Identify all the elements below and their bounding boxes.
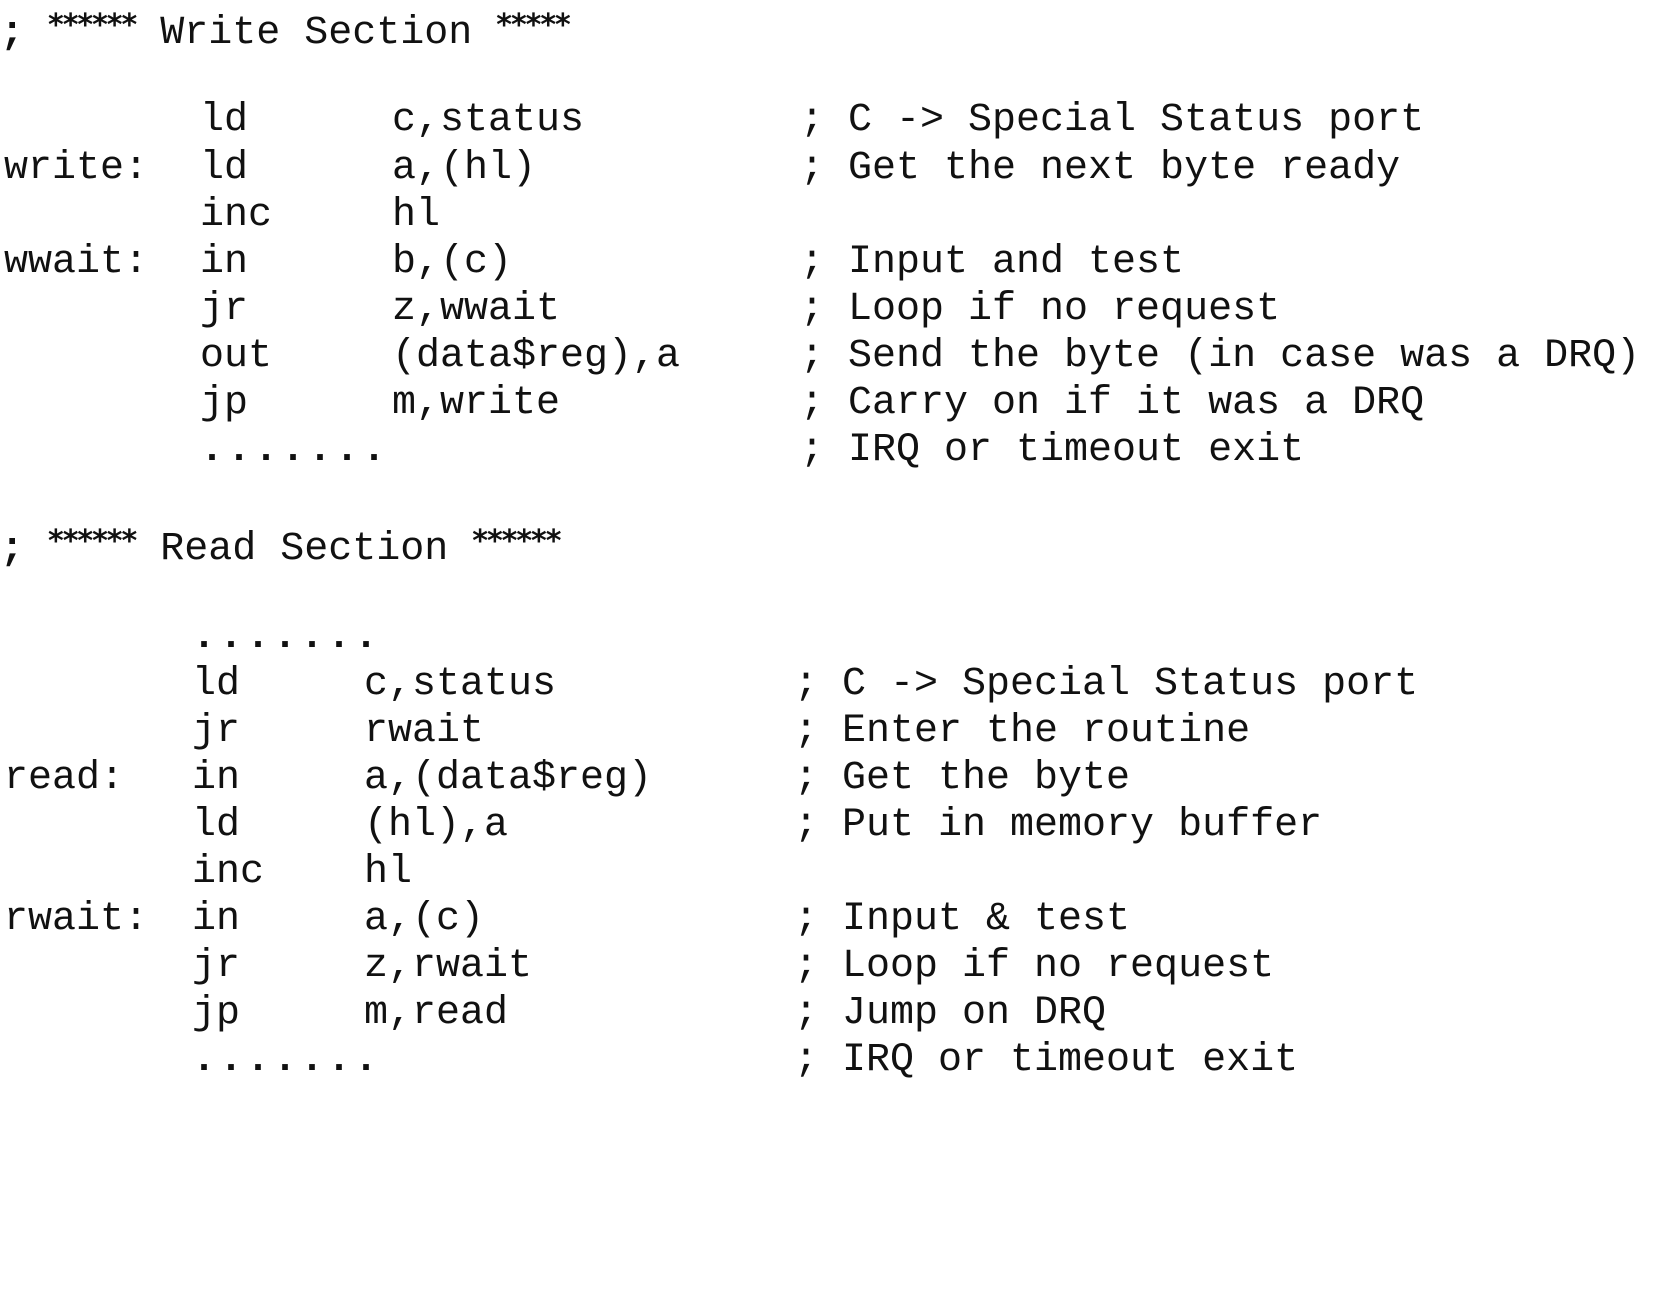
code-line bbox=[0, 146, 1667, 192]
code-line bbox=[0, 662, 1667, 708]
code-line bbox=[0, 709, 1667, 755]
code-operand: rwait bbox=[364, 709, 485, 754]
code-comment: ; Jump on DRQ bbox=[794, 991, 1107, 1036]
code-comment: ; C -> Special Status port bbox=[800, 98, 1425, 143]
code-operand: z,wwait bbox=[392, 287, 561, 332]
code-operand: hl bbox=[364, 850, 413, 895]
code-line bbox=[0, 240, 1667, 286]
code-line bbox=[0, 944, 1667, 990]
code-operand: a,(hl) bbox=[392, 146, 537, 191]
code-comment: ; Loop if no request bbox=[794, 944, 1275, 989]
code-operand: (hl),a bbox=[364, 803, 509, 848]
code-opcode: out bbox=[200, 334, 273, 379]
code-comment: ; Put in memory buffer bbox=[794, 803, 1323, 848]
code-line bbox=[0, 287, 1667, 333]
code-opcode: inc bbox=[200, 193, 273, 238]
code-line bbox=[0, 193, 1667, 239]
heading-stars-left: ****** bbox=[48, 524, 137, 559]
code-opcode: ld bbox=[200, 146, 249, 191]
code-line bbox=[0, 381, 1667, 427]
code-line bbox=[0, 428, 1667, 474]
code-label: wwait: bbox=[4, 240, 149, 285]
code-line bbox=[0, 756, 1667, 802]
heading-stars-left: ****** bbox=[48, 8, 137, 43]
code-opcode: jp bbox=[200, 381, 249, 426]
code-operand: m,write bbox=[392, 381, 561, 426]
code-operand: c,status bbox=[364, 662, 557, 707]
code-comment: ; C -> Special Status port bbox=[794, 662, 1419, 707]
read-section-heading bbox=[0, 518, 560, 574]
code-operand: m,read bbox=[364, 991, 509, 1036]
code-opcode: in bbox=[200, 240, 249, 285]
code-line bbox=[0, 991, 1667, 1037]
code-opcode: jp bbox=[192, 991, 241, 1036]
code-label: write: bbox=[4, 146, 149, 191]
code-line bbox=[0, 334, 1667, 380]
code-operand: a,(data$reg) bbox=[364, 756, 653, 801]
code-comment: ; IRQ or timeout exit bbox=[800, 428, 1305, 473]
code-opcode: ld bbox=[192, 803, 241, 848]
code-label: read: bbox=[4, 756, 125, 801]
ellipsis-dots: ....... bbox=[192, 615, 382, 660]
code-line bbox=[0, 897, 1667, 943]
code-opcode: ld bbox=[200, 98, 249, 143]
code-opcode: jr bbox=[192, 944, 241, 989]
heading-semicolon: ; bbox=[0, 527, 25, 572]
code-line bbox=[0, 803, 1667, 849]
heading-stars-right: ****** bbox=[472, 524, 561, 559]
code-comment: ; Get the next byte ready bbox=[800, 146, 1401, 191]
code-opcode: in bbox=[192, 756, 241, 801]
code-label: rwait: bbox=[4, 897, 149, 942]
code-operand: c,status bbox=[392, 98, 585, 143]
code-comment: ; Get the byte bbox=[794, 756, 1131, 801]
heading-semicolon: ; bbox=[0, 11, 25, 56]
ellipsis-dots: ....... bbox=[192, 1038, 382, 1083]
code-line bbox=[0, 850, 1667, 896]
code-line bbox=[0, 98, 1667, 144]
write-section-heading bbox=[0, 2, 570, 58]
code-opcode: ld bbox=[192, 662, 241, 707]
code-operand: (data$reg),a bbox=[392, 334, 681, 379]
heading-title: Write Section bbox=[160, 11, 473, 56]
code-comment: ; IRQ or timeout exit bbox=[794, 1038, 1299, 1083]
code-operand: z,rwait bbox=[364, 944, 533, 989]
code-line bbox=[0, 1038, 1667, 1084]
heading-title: Read Section bbox=[160, 527, 449, 572]
code-opcode: jr bbox=[192, 709, 241, 754]
code-operand: hl bbox=[392, 193, 441, 238]
code-opcode: inc bbox=[192, 850, 265, 895]
code-comment: ; Loop if no request bbox=[800, 287, 1281, 332]
code-comment: ; Input and test bbox=[800, 240, 1185, 285]
code-line bbox=[0, 615, 1667, 661]
code-opcode: jr bbox=[200, 287, 249, 332]
code-comment: ; Send the byte (in case was a DRQ) bbox=[800, 334, 1641, 379]
ellipsis-dots: ....... bbox=[200, 428, 390, 473]
code-opcode: in bbox=[192, 897, 241, 942]
code-operand: a,(c) bbox=[364, 897, 485, 942]
code-comment: ; Enter the routine bbox=[794, 709, 1251, 754]
heading-stars-right: ***** bbox=[496, 8, 570, 43]
code-operand: b,(c) bbox=[392, 240, 513, 285]
code-comment: ; Input & test bbox=[794, 897, 1131, 942]
code-comment: ; Carry on if it was a DRQ bbox=[800, 381, 1425, 426]
